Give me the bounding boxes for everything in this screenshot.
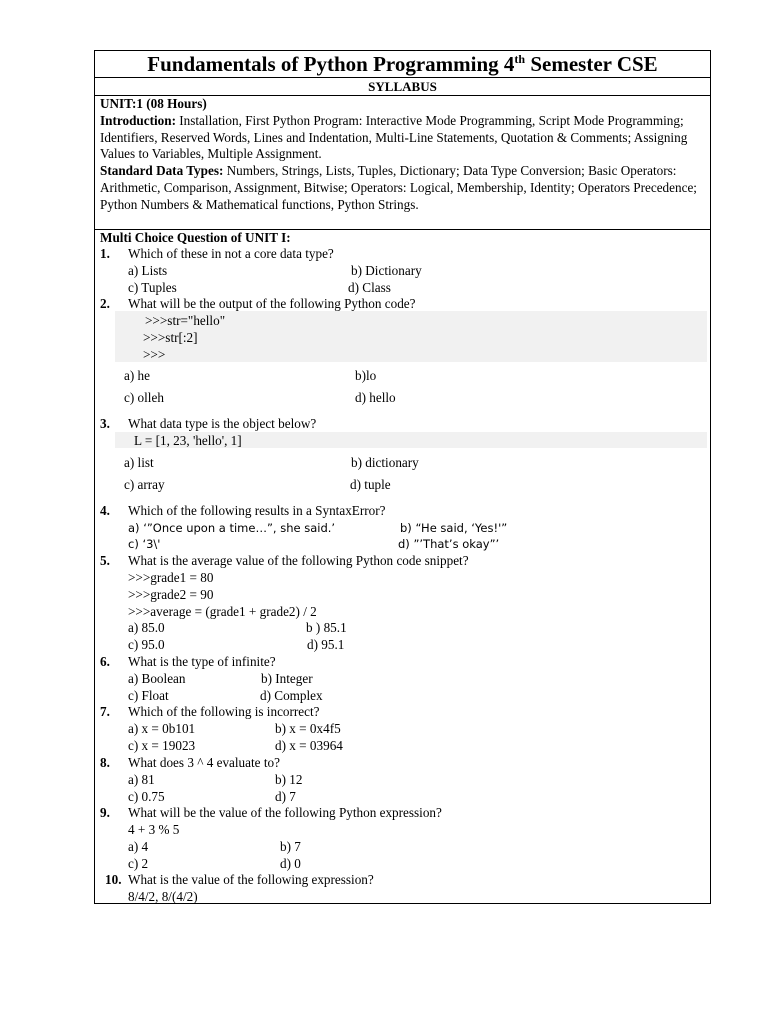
question-text: What is the value of the following expression? [128,872,374,887]
code-line: L = [1, 23, 'hello', 1] [134,433,242,448]
syllabus-document [94,50,711,904]
option-b: b) dictionary [351,455,419,470]
option-d: d) 7 [275,789,296,804]
option-a: a) Boolean [128,671,186,686]
introduction-paragraph [100,113,705,163]
question-number: 3. [100,416,110,431]
title-suffix: Semester CSE [525,52,658,76]
question-text: Which of the following results in a SyntaxError? [128,503,386,518]
introduction-label: Introduction: [100,112,176,128]
option-c: c) x = 19023 [128,738,196,753]
question-number: 9. [100,805,110,820]
option-a: a) list [124,455,154,470]
question-number: 8. [100,755,110,770]
option-b: b)lo [355,368,377,383]
title-text: Fundamentals of Python Programming 4 [147,52,515,76]
option-a: a) 4 [128,839,149,854]
code-line: 8/4/2, 8/(4/2) [128,889,198,904]
option-d: d) ”’That’s okay”’ [398,537,500,551]
question-number: 5. [100,553,110,568]
question-text: Which of these in not a core data type? [128,246,334,261]
question-number: 1. [100,246,110,261]
option-d: d) hello [355,390,396,405]
option-b: b) 12 [275,772,303,787]
question-number: 2. [100,296,110,311]
option-b: b ) 85.1 [306,620,347,635]
code-line: >>>average = (grade1 + grade2) / 2 [128,604,317,619]
question-text: What is the average value of the following Python code snippet? [128,553,469,568]
option-d: d) 95.1 [307,637,345,652]
option-c: c) 0.75 [128,789,165,804]
syllabus-heading: SYLLABUS [95,78,710,96]
option-b: b) x = 0x4f5 [275,721,341,736]
option-c: c) 95.0 [128,637,165,652]
data-types-paragraph [100,163,705,213]
code-line: >>>grade2 = 90 [128,587,214,602]
document-title [95,51,710,78]
mcq-heading: Multi Choice Question of UNIT I: [100,230,291,245]
option-b: b) 7 [280,839,301,854]
unit-description [95,96,710,230]
code-line: >>>grade1 = 80 [128,570,214,585]
option-a: a) x = 0b101 [128,721,196,736]
option-c: c) Tuples [128,280,177,295]
question-text: What does 3 ^ 4 evaluate to? [128,755,280,770]
option-c: c) array [124,477,165,492]
option-a: a) 85.0 [128,620,165,635]
option-a: a) 81 [128,772,155,787]
option-d: d) Class [348,280,391,295]
data-types-label: Standard Data Types: [100,163,224,179]
question-number: 4. [100,503,110,518]
option-c: c) olleh [124,390,164,405]
introduction-text: Installation, First Python Program: Interactive Mode Programming, Script Mode Programming; Identifiers, Reserved Words, Lines and Indentation, Multi-Line Statements, Quotation & Comments; Assigning Values to Variables, Multiple Assignment. [100,112,688,162]
code-line: >>>str[:2] [143,330,198,345]
option-b: b) Dictionary [351,263,422,278]
option-d: d) 0 [280,856,301,871]
question-text: Which of the following is incorrect? [128,704,320,719]
option-a: a) Lists [128,263,168,278]
question-number: 6. [100,654,110,669]
option-d: d) Complex [260,688,323,703]
question-text: What will be the value of the following Python expression? [128,805,442,820]
question-text: What will be the output of the following Python code? [128,296,416,311]
code-line: >>>str="hello" [145,313,226,328]
option-a: a) he [124,368,150,383]
question-number: 10. [105,872,122,887]
code-line: 4 + 3 % 5 [128,822,180,837]
option-a: a) ‘”Once upon a time…”, she said.’ [128,521,336,535]
question-text: What data type is the object below? [128,416,317,431]
option-c: c) Float [128,688,169,703]
option-b: b) “He said, ‘Yes!'” [400,521,508,535]
option-c: c) 2 [128,856,149,871]
option-d: d) tuple [350,477,391,492]
option-c: c) ‘3\' [128,537,161,551]
title-superscript: th [514,52,526,66]
code-line: >>> [143,347,166,362]
option-d: d) x = 03964 [275,738,343,753]
unit-heading: UNIT:1 (08 Hours) [100,96,207,111]
question-number: 7. [100,704,110,719]
data-types-text: Numbers, Strings, Lists, Tuples, Dictionary; Data Type Conversion; Basic Operators: Arithmetic, Comparison, Assignment, Bitwise; Operators: Logical, Membership, Identity; Operators Precedence; Python Numbers & Mathematical functions, Python Strings. [100,163,697,212]
option-b: b) Integer [261,671,313,686]
question-text: What is the type of infinite? [128,654,276,669]
